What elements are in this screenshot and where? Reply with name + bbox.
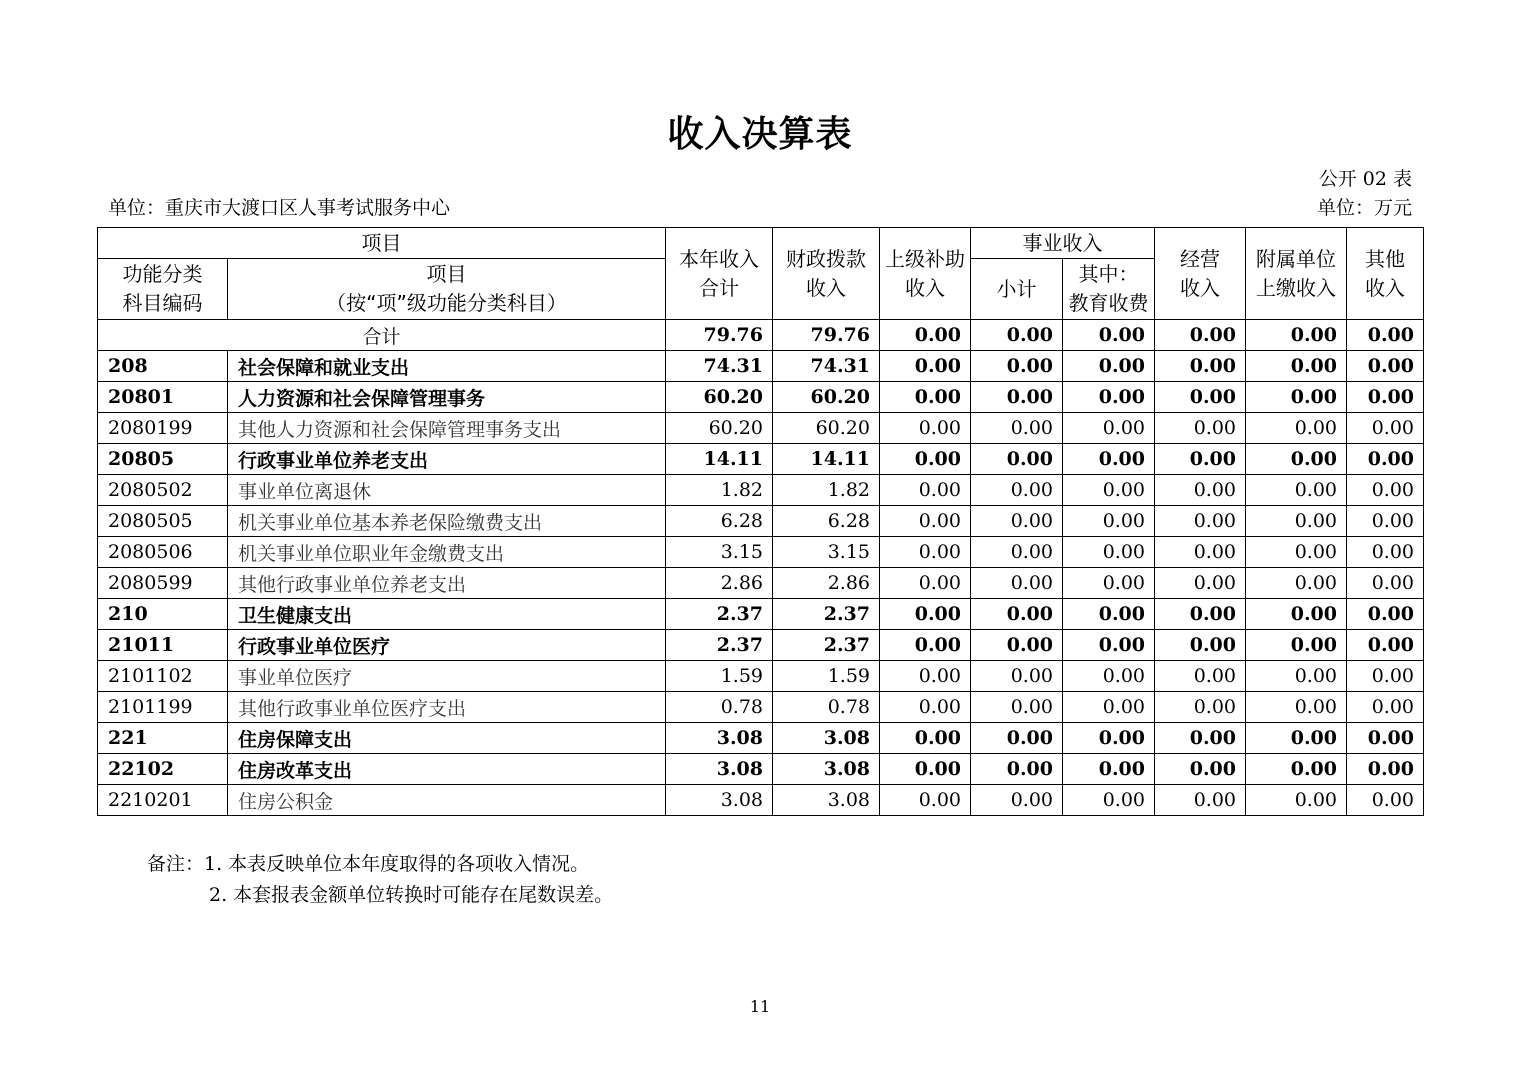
amount-cell: 3.08	[773, 785, 880, 816]
amount-cell: 0.00	[880, 413, 971, 444]
amount-cell: 0.00	[971, 785, 1063, 816]
subject-code: 21011	[98, 630, 228, 661]
header-total-income-l2: 合计	[699, 275, 739, 300]
notes	[147, 849, 613, 911]
subject-code: 208	[98, 351, 228, 382]
total-value: 0.00	[1063, 320, 1155, 351]
amount-cell: 3.08	[773, 723, 880, 754]
total-row	[98, 320, 1424, 351]
unit-currency: 单位：万元	[1316, 197, 1412, 219]
amount-cell: 0.00	[1155, 599, 1246, 630]
table-row	[98, 413, 1424, 444]
header-code-l1: 功能分类	[122, 262, 203, 286]
amount-cell: 0.00	[971, 475, 1063, 506]
table-row	[98, 754, 1424, 785]
header-project: 项目	[98, 228, 666, 259]
amount-cell: 3.15	[666, 537, 773, 568]
total-value: 0.00	[1155, 320, 1246, 351]
amount-cell: 0.00	[971, 754, 1063, 785]
amount-cell: 0.00	[1063, 537, 1155, 568]
amount-cell: 0.00	[971, 599, 1063, 630]
amount-cell: 2.86	[666, 568, 773, 599]
amount-cell: 0.00	[1347, 692, 1424, 723]
amount-cell: 0.00	[880, 537, 971, 568]
amount-cell: 60.20	[666, 382, 773, 413]
header-education	[1063, 259, 1155, 320]
amount-cell: 0.00	[1155, 444, 1246, 475]
amount-cell: 0.00	[1063, 661, 1155, 692]
amount-cell: 0.00	[1347, 661, 1424, 692]
amount-cell: 0.00	[880, 630, 971, 661]
amount-cell: 0.00	[1063, 754, 1155, 785]
header-subtotal: 小计	[971, 259, 1063, 320]
amount-cell: 0.00	[1155, 413, 1246, 444]
subject-code: 2101199	[98, 692, 228, 723]
amount-cell: 0.00	[1246, 506, 1347, 537]
header-total-income	[666, 228, 773, 320]
amount-cell: 3.08	[666, 785, 773, 816]
amount-cell: 0.00	[880, 475, 971, 506]
subject-code: 2080199	[98, 413, 228, 444]
amount-cell: 0.00	[880, 785, 971, 816]
amount-cell: 0.00	[1347, 506, 1424, 537]
amount-cell: 60.20	[773, 413, 880, 444]
amount-cell: 0.00	[1063, 568, 1155, 599]
amount-cell: 0.00	[1063, 413, 1155, 444]
table-row	[98, 723, 1424, 754]
amount-cell: 0.00	[1155, 630, 1246, 661]
amount-cell: 0.00	[880, 382, 971, 413]
amount-cell: 0.00	[1246, 785, 1347, 816]
table-row	[98, 351, 1424, 382]
amount-cell: 0.00	[1155, 692, 1246, 723]
subject-name: 住房保障支出	[228, 723, 666, 754]
amount-cell: 0.00	[1347, 475, 1424, 506]
header-superior-l1: 上级补助	[885, 246, 965, 271]
amount-cell: 0.00	[1155, 537, 1246, 568]
total-value: 0.00	[1246, 320, 1347, 351]
subject-name: 住房公积金	[228, 785, 666, 816]
form-number: 公开 02 表	[1318, 168, 1412, 190]
amount-cell: 0.00	[1347, 723, 1424, 754]
amount-cell: 0.00	[880, 444, 971, 475]
amount-cell: 0.00	[1246, 475, 1347, 506]
amount-cell: 0.00	[971, 382, 1063, 413]
amount-cell: 0.78	[773, 692, 880, 723]
table-row	[98, 692, 1424, 723]
subject-code: 221	[98, 723, 228, 754]
amount-cell: 0.78	[666, 692, 773, 723]
amount-cell: 3.15	[773, 537, 880, 568]
header-code-l2: 科目编码	[122, 291, 203, 315]
amount-cell: 0.00	[1155, 351, 1246, 382]
amount-cell: 0.00	[1246, 599, 1347, 630]
table-row	[98, 475, 1424, 506]
unit-organization: 单位：重庆市大渡口区人事考试服务中心	[108, 197, 451, 219]
total-value: 0.00	[971, 320, 1063, 351]
header-fiscal-l1: 财政拨款	[786, 246, 866, 271]
subject-code: 2080502	[98, 475, 228, 506]
amount-cell: 74.31	[666, 351, 773, 382]
header-name-l1: 项目	[426, 262, 467, 286]
amount-cell: 0.00	[880, 754, 971, 785]
header-affiliated	[1246, 228, 1347, 320]
amount-cell: 0.00	[1155, 475, 1246, 506]
amount-cell: 3.08	[773, 754, 880, 785]
amount-cell: 0.00	[1246, 413, 1347, 444]
table-row	[98, 630, 1424, 661]
total-value: 79.76	[773, 320, 880, 351]
amount-cell: 0.00	[971, 568, 1063, 599]
subject-code: 2080505	[98, 506, 228, 537]
amount-cell: 0.00	[971, 506, 1063, 537]
note-line-2: 2. 本套报表金额单位转换时可能存在尾数误差。	[209, 884, 614, 906]
header-operating	[1155, 228, 1246, 320]
table-row	[98, 382, 1424, 413]
amount-cell: 6.28	[666, 506, 773, 537]
header-education-l1: 其中：	[1078, 262, 1139, 286]
header-education-l2: 教育收费	[1068, 291, 1149, 315]
amount-cell: 0.00	[1347, 568, 1424, 599]
amount-cell: 0.00	[971, 723, 1063, 754]
amount-cell: 0.00	[1246, 568, 1347, 599]
amount-cell: 0.00	[1246, 723, 1347, 754]
amount-cell: 0.00	[1063, 785, 1155, 816]
amount-cell: 0.00	[971, 444, 1063, 475]
amount-cell: 0.00	[1246, 351, 1347, 382]
note-line-1: 备注：1. 本表反映单位本年度取得的各项收入情况。	[147, 853, 590, 875]
subject-code: 22102	[98, 754, 228, 785]
amount-cell: 0.00	[1155, 661, 1246, 692]
amount-cell: 0.00	[1246, 692, 1347, 723]
amount-cell: 0.00	[1246, 537, 1347, 568]
amount-cell: 0.00	[1155, 754, 1246, 785]
amount-cell: 0.00	[1063, 599, 1155, 630]
subject-name: 行政事业单位养老支出	[228, 444, 666, 475]
amount-cell: 3.08	[666, 723, 773, 754]
subject-code: 2080506	[98, 537, 228, 568]
amount-cell: 2.86	[773, 568, 880, 599]
subject-name: 卫生健康支出	[228, 599, 666, 630]
amount-cell: 0.00	[971, 351, 1063, 382]
amount-cell: 0.00	[1063, 351, 1155, 382]
page-title: 收入决算表	[667, 114, 853, 155]
subject-code: 2080599	[98, 568, 228, 599]
subject-code: 210	[98, 599, 228, 630]
subject-code: 20805	[98, 444, 228, 475]
amount-cell: 0.00	[1347, 382, 1424, 413]
amount-cell: 2.37	[666, 599, 773, 630]
income-table	[97, 227, 1424, 816]
total-value: 0.00	[1347, 320, 1424, 351]
amount-cell: 60.20	[773, 382, 880, 413]
header-affiliated-l1: 附属单位	[1256, 246, 1336, 271]
amount-cell: 0.00	[971, 537, 1063, 568]
amount-cell: 0.00	[1155, 506, 1246, 537]
amount-cell: 0.00	[1155, 382, 1246, 413]
amount-cell: 0.00	[1347, 785, 1424, 816]
header-other-l2: 收入	[1365, 275, 1405, 300]
table-row	[98, 661, 1424, 692]
subject-name: 人力资源和社会保障管理事务	[228, 382, 666, 413]
amount-cell: 1.59	[666, 661, 773, 692]
amount-cell: 2.37	[666, 630, 773, 661]
table-row	[98, 599, 1424, 630]
amount-cell: 0.00	[1063, 444, 1155, 475]
table-row	[98, 568, 1424, 599]
amount-cell: 3.08	[666, 754, 773, 785]
amount-cell: 0.00	[1063, 692, 1155, 723]
amount-cell: 0.00	[971, 661, 1063, 692]
total-value: 79.76	[666, 320, 773, 351]
header-fiscal-l2: 收入	[806, 275, 846, 300]
header-code	[98, 259, 228, 320]
header-affiliated-l2: 上缴收入	[1256, 275, 1336, 300]
subject-name: 机关事业单位职业年金缴费支出	[228, 537, 666, 568]
amount-cell: 0.00	[1347, 413, 1424, 444]
total-value: 0.00	[880, 320, 971, 351]
amount-cell: 0.00	[1246, 382, 1347, 413]
header-total-income-l1: 本年收入	[679, 246, 759, 271]
subject-name: 住房改革支出	[228, 754, 666, 785]
subject-name: 其他行政事业单位养老支出	[228, 568, 666, 599]
subject-name: 事业单位离退休	[228, 475, 666, 506]
amount-cell: 0.00	[880, 723, 971, 754]
header-operating-l1: 经营	[1180, 246, 1220, 271]
amount-cell: 0.00	[1347, 630, 1424, 661]
subject-name: 行政事业单位医疗	[228, 630, 666, 661]
total-label: 合计	[98, 320, 666, 351]
table-row	[98, 537, 1424, 568]
header-superior-l2: 收入	[905, 275, 945, 300]
amount-cell: 0.00	[1347, 351, 1424, 382]
amount-cell: 1.82	[666, 475, 773, 506]
amount-cell: 1.59	[773, 661, 880, 692]
table-row	[98, 506, 1424, 537]
table-row	[98, 444, 1424, 475]
amount-cell: 0.00	[1063, 723, 1155, 754]
subject-name: 事业单位医疗	[228, 661, 666, 692]
amount-cell: 0.00	[1347, 599, 1424, 630]
amount-cell: 60.20	[666, 413, 773, 444]
header-name	[228, 259, 666, 320]
amount-cell: 0.00	[880, 506, 971, 537]
subject-code: 2101102	[98, 661, 228, 692]
header-other-l1: 其他	[1365, 246, 1405, 271]
amount-cell: 74.31	[773, 351, 880, 382]
amount-cell: 0.00	[1063, 506, 1155, 537]
amount-cell: 0.00	[1063, 382, 1155, 413]
amount-cell: 0.00	[1347, 537, 1424, 568]
subject-name: 社会保障和就业支出	[228, 351, 666, 382]
table-row	[98, 785, 1424, 816]
amount-cell: 0.00	[1246, 754, 1347, 785]
amount-cell: 0.00	[971, 630, 1063, 661]
subject-name: 机关事业单位基本养老保险缴费支出	[228, 506, 666, 537]
page-number: 11	[749, 997, 771, 1016]
amount-cell: 14.11	[666, 444, 773, 475]
amount-cell: 0.00	[1347, 444, 1424, 475]
amount-cell: 6.28	[773, 506, 880, 537]
amount-cell: 0.00	[1246, 444, 1347, 475]
amount-cell: 0.00	[1246, 661, 1347, 692]
header-operating-l2: 收入	[1180, 275, 1220, 300]
header-superior	[880, 228, 971, 320]
amount-cell: 0.00	[1347, 754, 1424, 785]
amount-cell: 0.00	[880, 568, 971, 599]
amount-cell: 0.00	[880, 599, 971, 630]
amount-cell: 0.00	[1155, 568, 1246, 599]
subject-code: 2210201	[98, 785, 228, 816]
amount-cell: 0.00	[971, 692, 1063, 723]
amount-cell: 2.37	[773, 630, 880, 661]
amount-cell: 0.00	[1063, 630, 1155, 661]
subject-code: 20801	[98, 382, 228, 413]
subject-name: 其他人力资源和社会保障管理事务支出	[228, 413, 666, 444]
amount-cell: 0.00	[1155, 723, 1246, 754]
amount-cell: 14.11	[773, 444, 880, 475]
amount-cell: 0.00	[971, 413, 1063, 444]
header-fiscal	[773, 228, 880, 320]
subject-name: 其他行政事业单位医疗支出	[228, 692, 666, 723]
amount-cell: 0.00	[880, 661, 971, 692]
amount-cell: 0.00	[880, 351, 971, 382]
header-name-l2: （按“项”级功能分类科目）	[326, 291, 567, 315]
header-business: 事业收入	[971, 228, 1155, 259]
amount-cell: 0.00	[1155, 785, 1246, 816]
amount-cell: 2.37	[773, 599, 880, 630]
amount-cell: 0.00	[1063, 475, 1155, 506]
amount-cell: 0.00	[880, 692, 971, 723]
header-other	[1347, 228, 1424, 320]
amount-cell: 1.82	[773, 475, 880, 506]
amount-cell: 0.00	[1246, 630, 1347, 661]
